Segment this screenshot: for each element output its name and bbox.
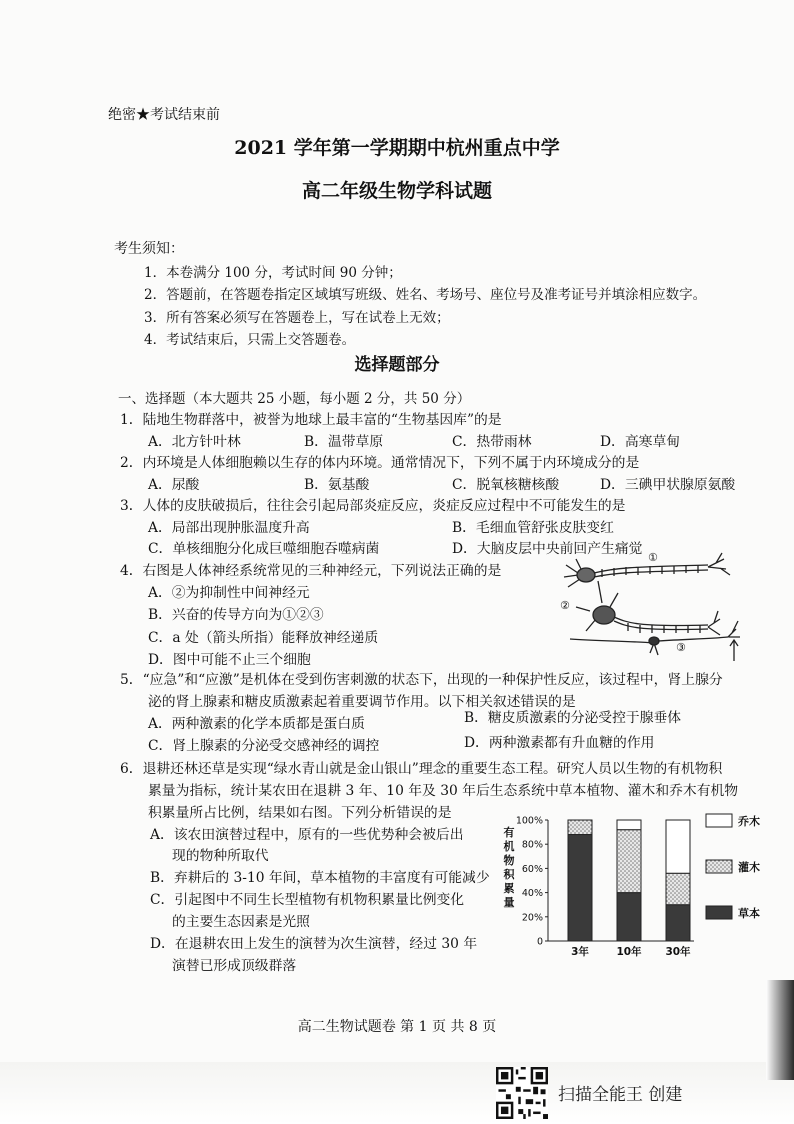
q3-option-c: C．单核细胞分化成巨噬细胞吞噬病菌 — [148, 541, 380, 557]
label-1: ① — [648, 551, 658, 564]
question-stem-2: 2．内环境是人体细胞赖以生存的体内环境。通常情况下，下列不属于内环境成分的是 — [120, 455, 640, 471]
question-stem-6-line2: 累量为指标，统计某农田在退耕 3 年、10 年及 30 年后生态系统中草本植物、灌木和乔木有机物 — [148, 783, 739, 799]
neuron-2 — [576, 581, 720, 635]
question-stem-6-line3: 积累量所占比例，结果如右图。下列分析错误的是 — [148, 805, 452, 821]
label-3: ③ — [676, 641, 686, 654]
exam-title: 2021 学年第一学期期中杭州重点中学 — [234, 137, 560, 159]
q1-option-c: C．热带雨林 — [452, 434, 532, 450]
q5-option-b: B．糖皮质激素的分泌受控于腺垂体 — [464, 710, 682, 726]
y-axis-label-char: 量 — [503, 896, 515, 909]
q1-option-d: D．高寒草甸 — [600, 434, 681, 450]
y-axis-label-char: 积 — [503, 868, 515, 881]
q4-option-c: C．a 处（箭头所指）能释放神经递质 — [148, 630, 379, 646]
q6-option-a: A．该农田演替过程中，原有的一些优势种会被后出 — [150, 827, 464, 843]
question-stem-1: 1．陆地生物群落中，被誉为地球上最丰富的“生物基因库”的是 — [120, 412, 502, 428]
y-tick-label: 100% — [515, 815, 543, 827]
y-tick-label: 80% — [521, 839, 543, 851]
q3-option-b: B．毛细血管舒张皮肤变红 — [452, 520, 614, 536]
y-axis-label — [504, 825, 516, 909]
q2-option-b: B．氨基酸 — [304, 477, 370, 493]
q4-option-a: A．②为抑制性中间神经元 — [148, 585, 310, 601]
legend-swatch — [706, 906, 732, 919]
notice-item: 4．考试结束后，只需上交答题卷。 — [144, 332, 356, 348]
q6-option-c: C．引起图中不同生长型植物有机物积累量比例变化 — [150, 892, 465, 908]
notice-item: 1．本卷满分 100 分，考试时间 90 分钟； — [144, 265, 402, 281]
y-axis-label-char: 机 — [503, 840, 515, 853]
secret-mark: 绝密★考试结束前 — [108, 107, 220, 123]
neuron-diagram — [558, 545, 750, 663]
notice-heading: 考生须知： — [114, 241, 184, 257]
legend-label: 灌木 — [738, 861, 760, 874]
q3-option-d: D．大脑皮层中央前回产生痛觉 — [452, 541, 643, 557]
legend-swatch — [706, 860, 732, 873]
stacked-bar-chart — [498, 808, 770, 968]
bar-segment — [617, 830, 641, 893]
x-tick-label: 10年 — [616, 946, 642, 958]
q4-option-b: B．兴奋的传导方向为①②③ — [148, 607, 324, 623]
bar-segment — [568, 835, 592, 941]
bar-segment — [666, 820, 690, 873]
y-tick-label: 60% — [521, 863, 543, 875]
bar-segment — [666, 873, 690, 904]
y-tick-label: 0 — [536, 936, 543, 948]
q1-option-b: B．温带草原 — [304, 434, 384, 450]
q6-option-a-cont: 现的物种所取代 — [172, 848, 269, 864]
notice-item: 3．所有答案必须写在答题卷上，写在试卷上无效； — [144, 310, 450, 326]
question-stem-3: 3．人体的皮肤破损后，往往会引起局部炎症反应，炎症反应过程中不可能发生的是 — [120, 498, 626, 514]
q6-option-d-cont: 演替已形成顶级群落 — [172, 958, 297, 974]
part-heading: 一、选择题（本大题共 25 小题，每小题 2 分，共 50 分） — [118, 391, 471, 407]
legend-label: 乔木 — [738, 815, 760, 828]
q2-option-c: C．脱氧核糖核酸 — [452, 477, 560, 493]
q1-option-a: A．北方针叶林 — [148, 434, 241, 450]
legend-label: 草本 — [738, 907, 760, 920]
label-2: ② — [560, 599, 570, 612]
x-tick-label: 30年 — [665, 946, 691, 958]
y-tick-label: 20% — [521, 912, 543, 924]
q5-option-a: A．两种激素的化学本质都是蛋白质 — [148, 716, 365, 732]
notice-item: 2．答题前，在答题卷指定区域填写班级、姓名、考场号、座位号及准考证号并填涂相应数字。 — [144, 287, 707, 303]
y-axis-label-char: 累 — [503, 882, 515, 895]
q5-option-d: D．两种激素都有升血糖的作用 — [464, 735, 655, 751]
question-stem-5-line1: 5．“应急”和“应激”是机体在受到伤害刺激的状态下，出现的一种保护性反应，该过程中，肾上腺分 — [120, 672, 723, 688]
x-tick-label: 3年 — [571, 946, 589, 958]
y-tick-label: 40% — [521, 888, 543, 900]
arrow-a — [730, 640, 738, 661]
q2-option-d: D．三碘甲状腺原氨酸 — [600, 477, 736, 493]
q5-option-c: C．肾上腺素的分泌受交感神经的调控 — [148, 738, 380, 754]
neuron-1 — [564, 553, 730, 587]
legend-swatch — [706, 814, 732, 827]
exam-subtitle: 高二年级生物学科试题 — [301, 180, 492, 202]
bar-segment — [617, 820, 641, 830]
bar-segment — [568, 820, 592, 835]
q2-option-a: A．尿酸 — [148, 477, 200, 493]
q3-option-a: A．局部出现肿胀温度升高 — [148, 520, 310, 536]
q6-option-b: B．弃耕后的 3-10 年间，草本植物的丰富度有可能减少 — [150, 870, 490, 886]
qr-code-icon — [496, 1067, 548, 1119]
q4-option-d: D．图中可能不止三个细胞 — [148, 652, 311, 668]
question-stem-6-line1: 6．退耕还林还草是实现“绿水青山就是金山银山”理念的重要生态工程。研究人员以生物的有机物积 — [120, 761, 723, 777]
section-title: 选择题部分 — [354, 355, 440, 375]
scanner-watermark: 扫描全能王 创建 — [558, 1085, 683, 1105]
q6-option-c-cont: 的主要生态因素是光照 — [172, 914, 310, 930]
bar-segment — [666, 905, 690, 941]
question-stem-5-line2: 泌的肾上腺素和糖皮质激素起着重要调节作用。以下相关叙述错误的是 — [148, 694, 576, 710]
y-axis-label-char: 有 — [503, 826, 515, 839]
q6-option-d: D．在退耕农田上发生的演替为次生演替，经过 30 年 — [150, 936, 478, 952]
question-stem-4: 4．右图是人体神经系统常见的三种神经元，下列说法正确的是 — [120, 563, 502, 579]
bar-segment — [617, 893, 641, 941]
neuron-3 — [570, 621, 740, 655]
page-footer: 高二生物试题卷 第 1 页 共 8 页 — [297, 1019, 497, 1035]
y-axis-label-char: 物 — [503, 854, 515, 867]
